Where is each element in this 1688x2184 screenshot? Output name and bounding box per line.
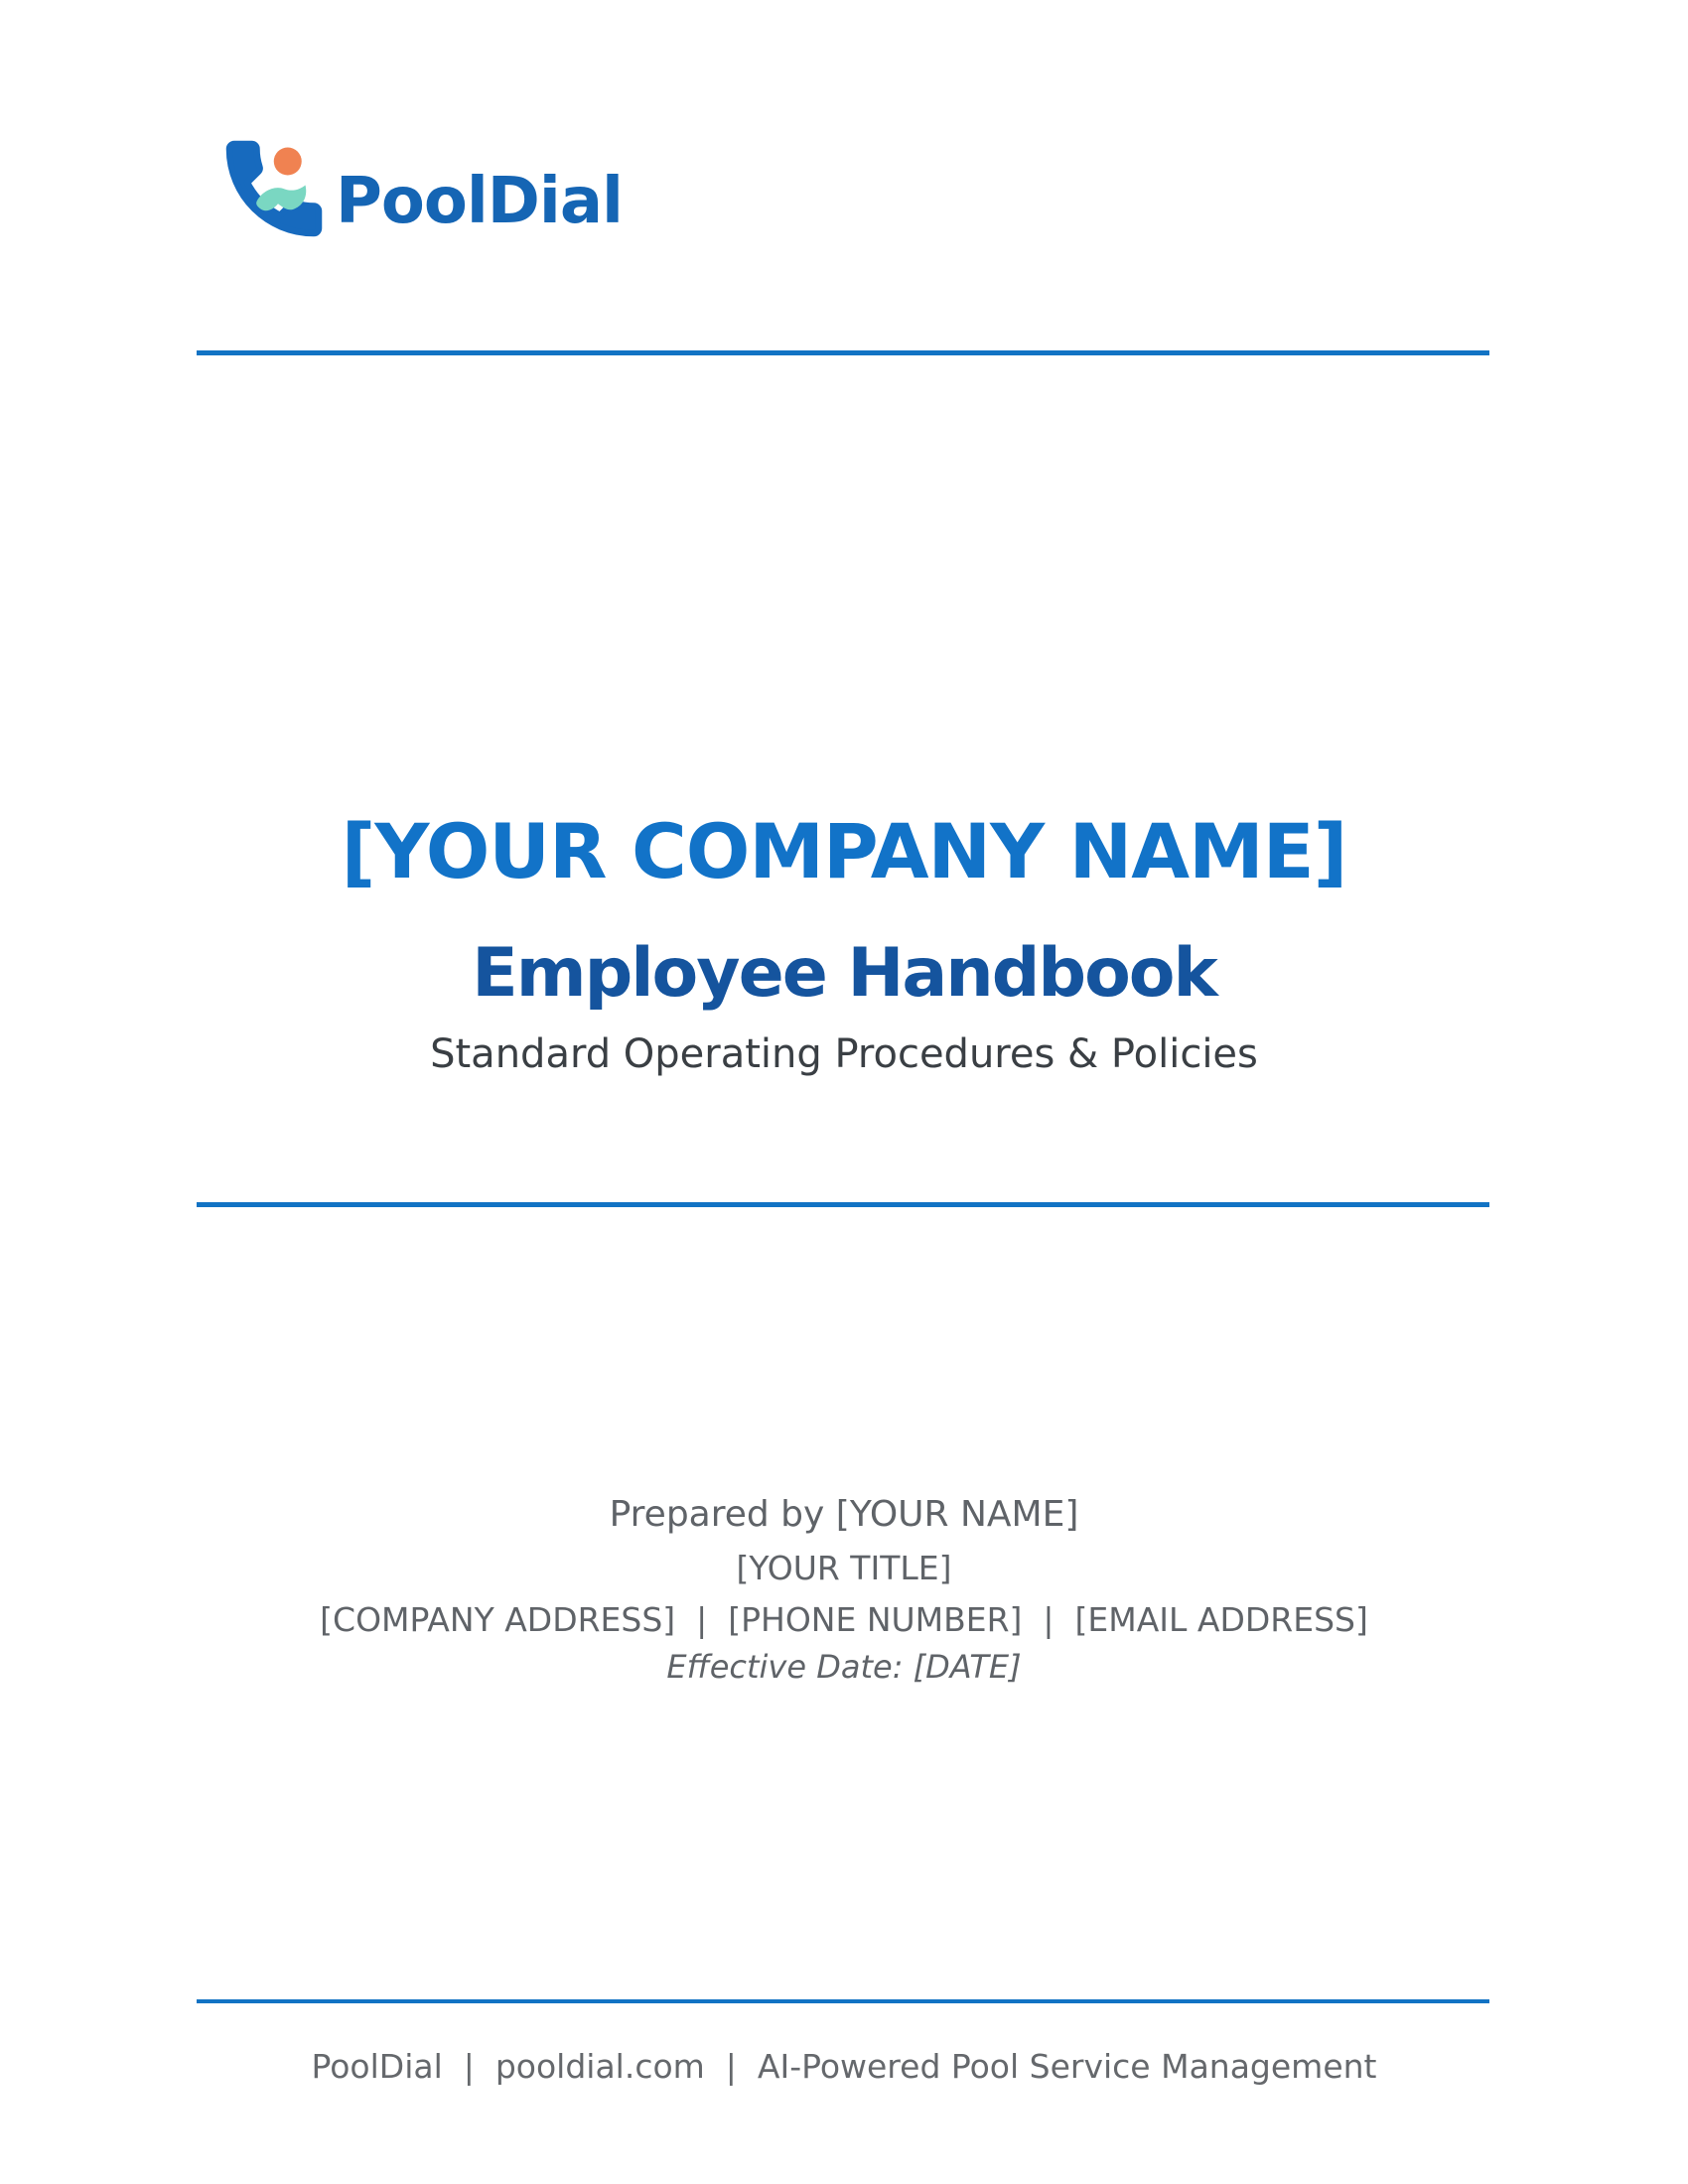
footer-divider-line [197,1999,1489,2003]
sun-icon [274,148,302,176]
company-name-title: [YOUR COMPANY NAME] [341,807,1347,895]
phone-sun-wave-icon [214,129,334,248]
pooldial-logo [214,129,623,248]
prepared-by-line: Prepared by [YOUR NAME] [609,1494,1079,1535]
top-divider-line [197,350,1489,355]
footer-text: PoolDial | pooldial.com | AI-Powered Pool Service Management [311,2047,1377,2086]
contact-info-line: [COMPANY ADDRESS] | [PHONE NUMBER] | [EMAIL ADDRESS] [320,1600,1368,1639]
middle-divider-line [197,1202,1489,1207]
effective-date-line: Effective Date: [DATE] [666,1648,1022,1686]
pooldial-wordmark: PoolDial [336,165,623,238]
document-title: Employee Handbook [472,934,1216,1013]
document-subtitle: Standard Operating Procedures & Policies [430,1031,1258,1077]
author-title-line: [YOUR TITLE] [736,1549,952,1587]
